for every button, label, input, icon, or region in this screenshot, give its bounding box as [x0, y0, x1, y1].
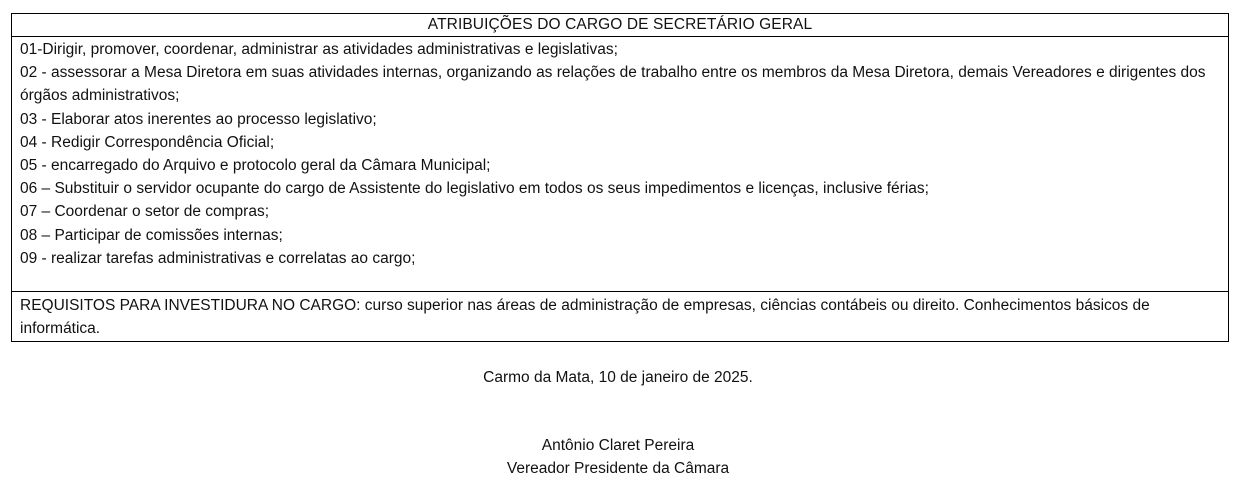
table-header: ATRIBUIÇÕES DO CARGO DE SECRETÁRIO GERAL: [12, 14, 1228, 37]
duty-item: 02 - assessorar a Mesa Diretora em suas atividades internas, organizando as relações de trabalho entre os membros da Mesa Diretora, demais Vereadores e dirigentes dos órgãos administrativos;: [20, 64, 1206, 105]
duty-item: 06 – Substituir o servidor ocupante do cargo de Assistente do legislativo em todos os seus impedimentos e licenças, inclusive férias;: [20, 180, 929, 198]
duty-item: 04 - Redigir Correspondência Oficial;: [20, 133, 275, 151]
place-date: Carmo da Mata, 10 de janeiro de 2025.: [483, 369, 753, 386]
duty-item: 08 – Participar de comissões internas;: [20, 226, 283, 244]
signer-title: Vereador Presidente da Câmara: [506, 460, 730, 477]
duty-item: 03 - Elaborar atos inerentes ao processo legislativo;: [20, 110, 377, 128]
duty-item: 01-Dirigir, promover, coordenar, administrar as atividades administrativas e legislativas;: [20, 41, 618, 58]
duties-list: [12, 37, 1228, 292]
duty-item: 09 - realizar tarefas administrativas e correlatas ao cargo;: [20, 249, 416, 267]
duties-table: [11, 13, 1229, 342]
duty-item: 05 - encarregado do Arquivo e protocolo geral da Câmara Municipal;: [20, 157, 491, 175]
requirements-text: REQUISITOS PARA INVESTIDURA NO CARGO: curso superior nas áreas de administração de empresas, ciências contábeis ou direito. Conhecimentos básicos de informática.: [12, 292, 1228, 342]
signer-name: Antônio Claret Pereira: [541, 437, 695, 454]
duty-item: 07 – Coordenar o setor de compras;: [20, 203, 269, 221]
